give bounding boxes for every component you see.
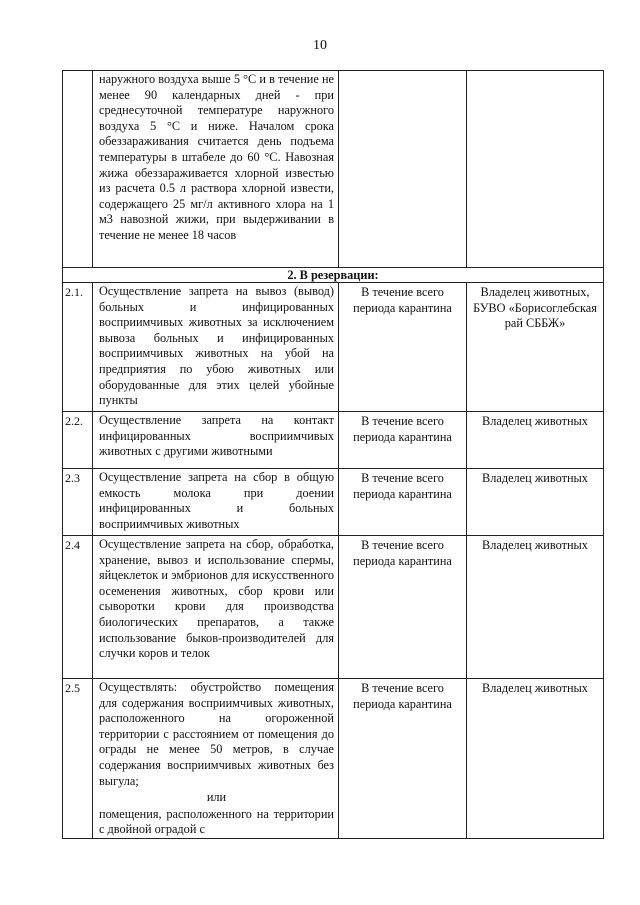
page-number: 10 — [313, 38, 327, 53]
action-text: Осуществление запрета на вывоз (вывод) больных и инфицированных восприимчивых животных за исключением вывоза больных и инфицированных восприимчивых животных на убой на предприятия по убою животных или оборудованные для этих целей убойные пункты — [99, 284, 334, 408]
row-number: 2.3 — [65, 471, 80, 485]
table-row — [63, 536, 604, 679]
responsible-text: Владелец животных, БУВО «Борисоглебская рай СББЖ» — [473, 285, 597, 331]
number-cell — [63, 71, 93, 268]
term-text: В течение всего периода карантина — [353, 285, 452, 315]
action-text: Осуществление запрета на контакт инфицированных восприимчивых животных с другими животными — [99, 413, 334, 459]
row-number: 2.1. — [65, 285, 83, 299]
action-cell — [93, 71, 339, 268]
row-number: 2.4 — [65, 538, 80, 552]
term-text: В течение всего периода карантина — [353, 414, 452, 444]
table-row — [63, 71, 604, 268]
section-title: 2. В резервации: — [63, 268, 604, 283]
term-text: В течение всего периода карантина — [353, 538, 452, 568]
table-row — [63, 283, 604, 412]
action-text: Осуществлять: обустройство помещения для содержания восприимчивых животных, расположенного на огороженной территории с расстоянием от помещения до ограды не менее 50 метров, в случае содержания восприимчивых животных без выгула; — [99, 680, 334, 788]
action-or-text: или — [206, 790, 227, 805]
table-row — [63, 679, 604, 839]
measures-table — [62, 70, 604, 839]
table-row — [63, 412, 604, 469]
term-cell — [339, 71, 467, 268]
row-number: 2.2. — [65, 414, 83, 428]
responsible-text: Владелец животных — [482, 681, 588, 695]
term-text: В течение всего периода карантина — [353, 681, 452, 711]
action-text-continued: помещения, расположенного на территории с двойной оградой с — [99, 806, 334, 837]
action-text: Осуществление запрета на сбор в общую емкость молока при доении инфицированных и больных восприимчивых животных — [99, 470, 334, 531]
section-row — [63, 268, 604, 283]
action-text: Осуществление запрета на сбор, обработка, хранение, вывоз и использование спермы, яйцеклеток и эмбрионов для искусственного осеменения животных, сбор крови или сыворотки крови для производства биологических препаратов, а также использование быков-производителей для случки коров и телок — [99, 537, 334, 661]
responsible-cell — [467, 71, 604, 268]
row-number: 2.5 — [65, 681, 80, 695]
term-text: В течение всего периода карантина — [353, 471, 452, 501]
responsible-text: Владелец животных — [482, 538, 588, 552]
table-row — [63, 469, 604, 536]
continuation-text: наружного воздуха выше 5 °С и в течение не менее 90 календарных дней - при среднесуточной температуре наружного воздуха 5 °С и ниже. Началом срока обеззараживания считается день подъема температуры в штабеле до 60 °С. Навозная жижа обеззараживается хлорной известью из расчета 0.5 л раствора хлорной извести, содержащего 25 мг/л активного хлора на 1 м3 навозной жижи, при выдерживании в течение не менее 18 часов — [99, 72, 334, 242]
responsible-text: Владелец животных — [482, 471, 588, 485]
responsible-text: Владелец животных — [482, 414, 588, 428]
